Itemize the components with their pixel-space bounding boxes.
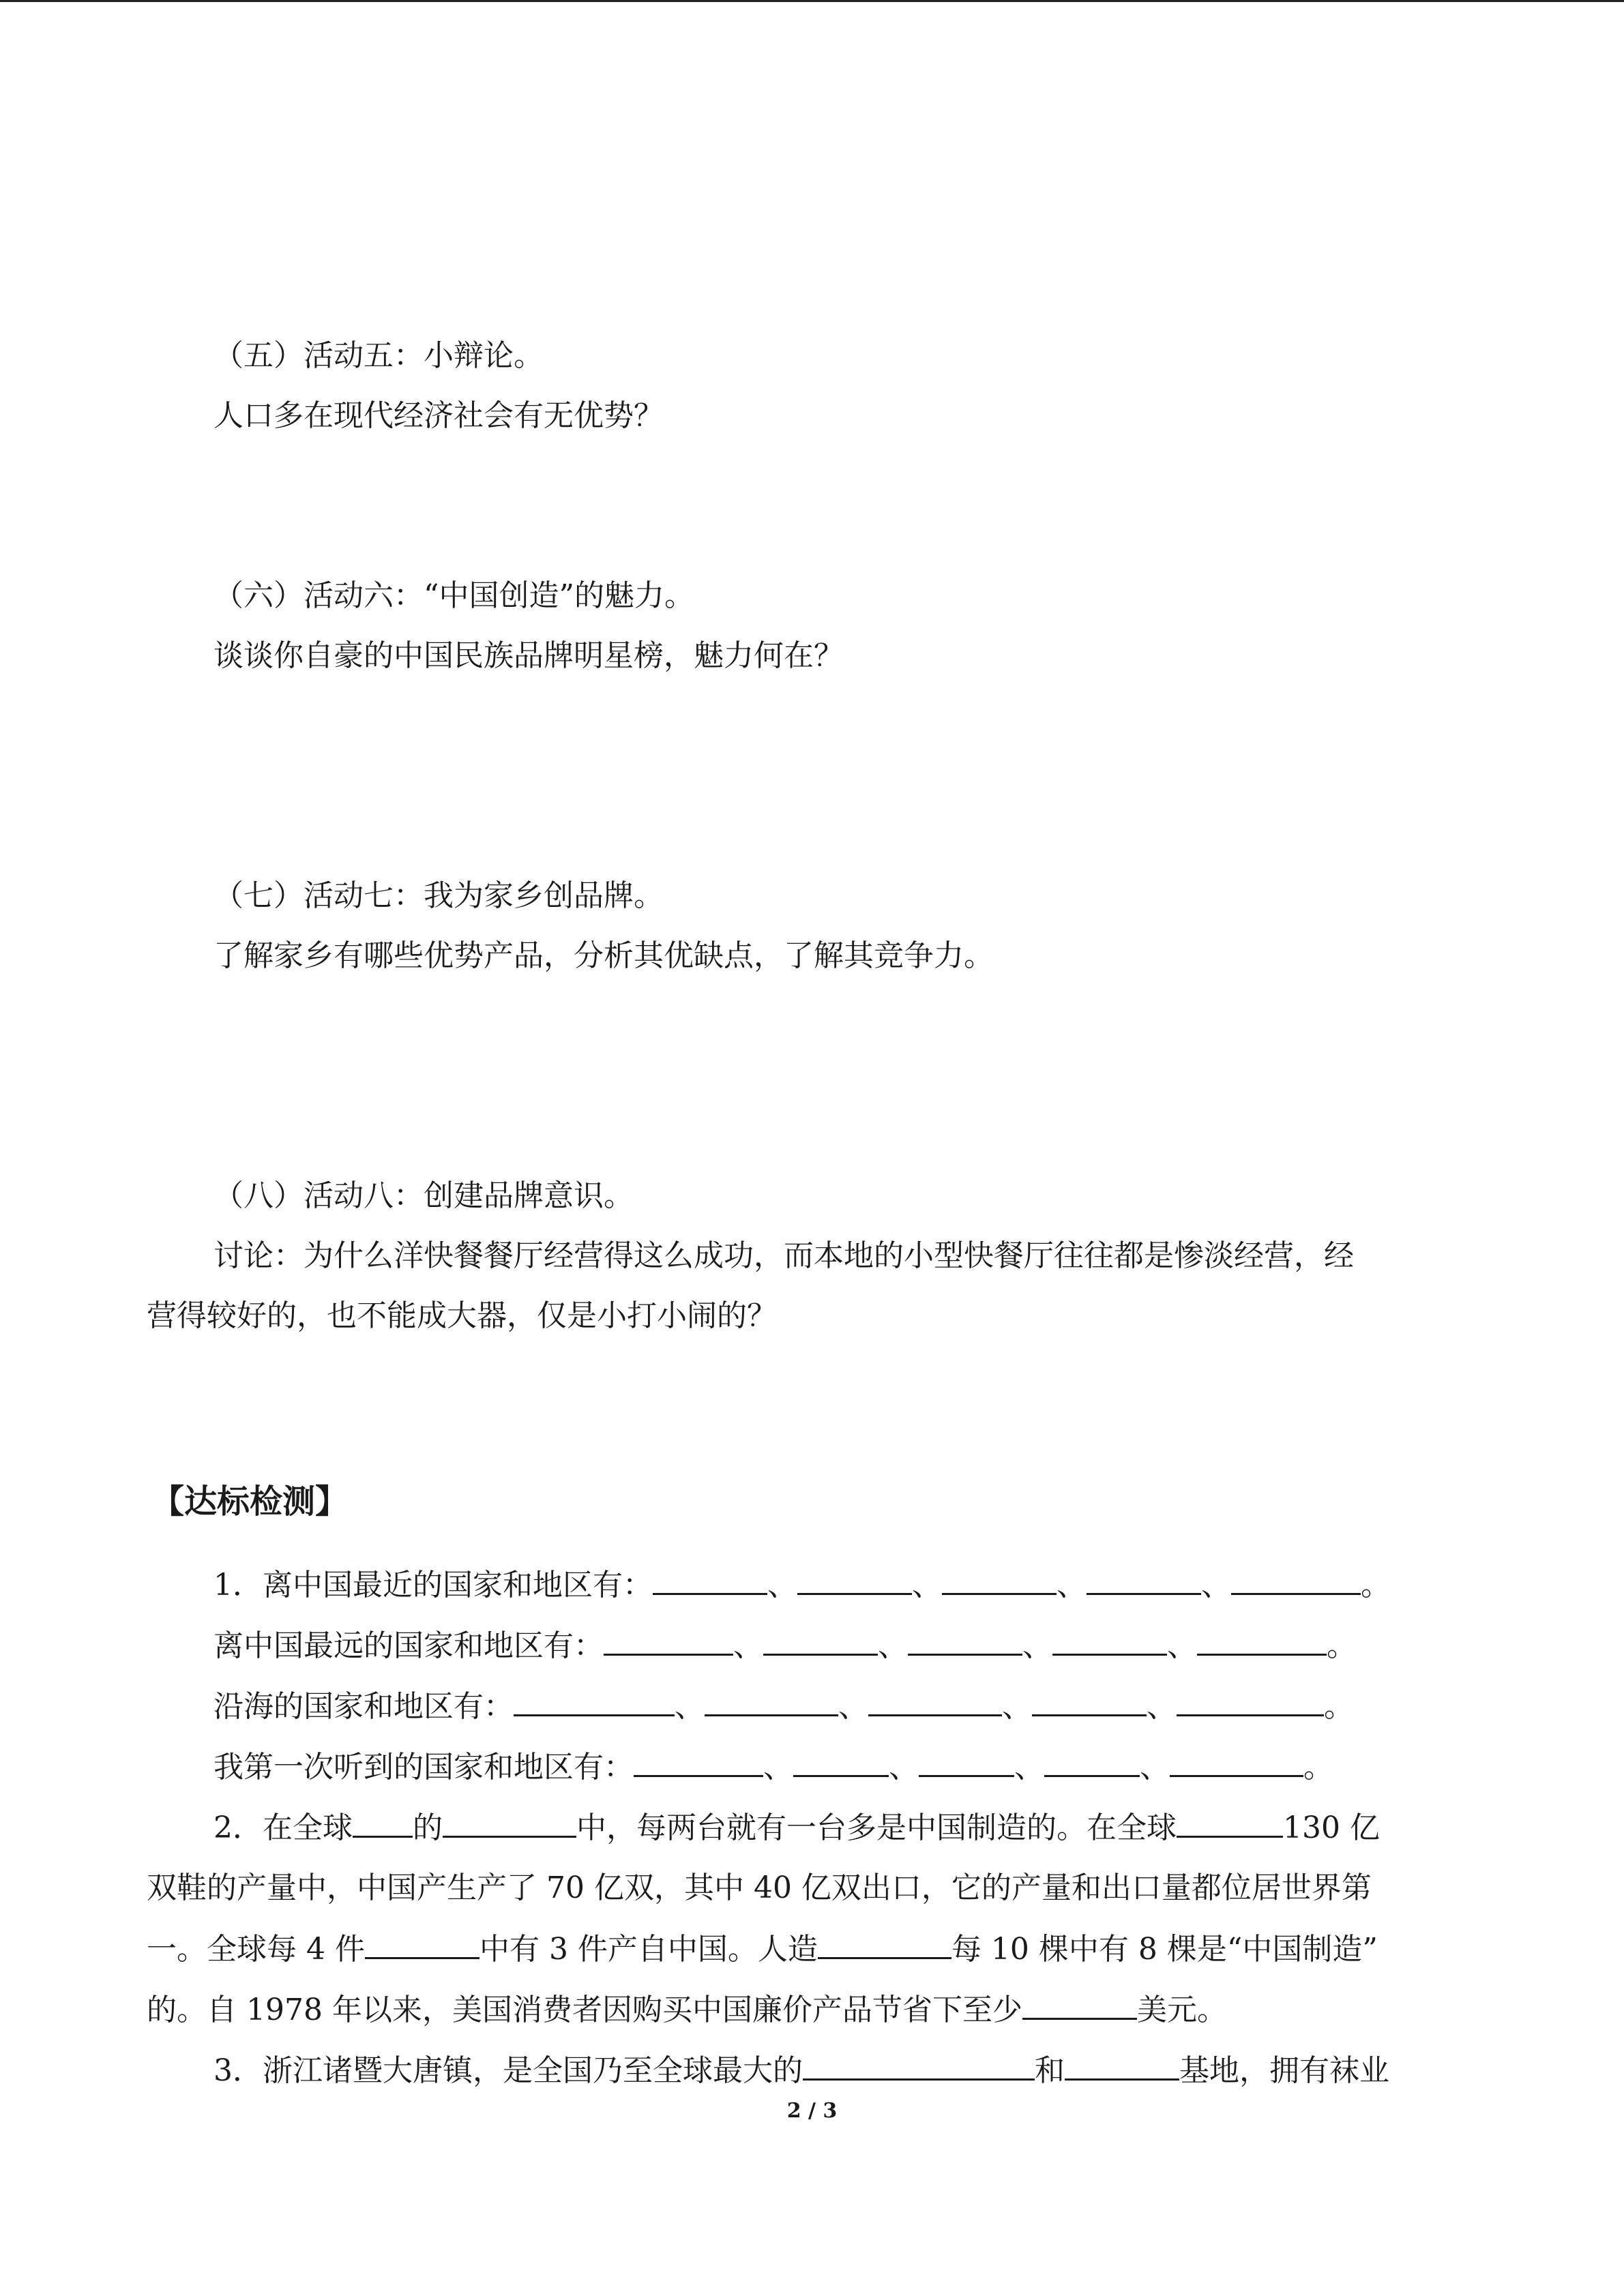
- separator: 、: [1002, 1689, 1032, 1724]
- q1-nearest-label: 1．离中国最近的国家和地区有：: [213, 1568, 653, 1602]
- activity-five-title: （五）活动五：小辩论。: [213, 338, 544, 373]
- answer-blank[interactable]: [818, 1930, 951, 1959]
- separator: 、: [1014, 1750, 1044, 1785]
- answer-blank[interactable]: [1052, 1626, 1167, 1656]
- separator: 、: [1057, 1568, 1087, 1602]
- answer-blank[interactable]: [1177, 1808, 1283, 1838]
- top-border: [0, 0, 1624, 2]
- q1-line-nearest: [213, 1566, 1391, 1605]
- q2-text: 一。全球每 4 件: [147, 1932, 365, 1967]
- q3-line1: [213, 2051, 1389, 2090]
- activity-eight-body-line2: 营得较好的，也不能成大器，仅是小打小闹的？: [147, 1298, 777, 1333]
- answer-blank[interactable]: [365, 1930, 479, 1959]
- q3-text: 和: [1035, 2053, 1065, 2088]
- activity-seven-title: （七）活动七：我为家乡创品牌。: [213, 878, 664, 913]
- answer-blank[interactable]: [1170, 1748, 1303, 1777]
- separator: 、: [763, 1750, 793, 1785]
- q2-text: 2．在全球: [213, 1810, 353, 1845]
- separator: 、: [889, 1750, 919, 1785]
- separator: 、: [1167, 1628, 1197, 1663]
- q1-farthest-label: 离中国最远的国家和地区有：: [213, 1628, 604, 1663]
- activity-seven-body: 了解家乡有哪些优势产品，分析其优缺点，了解其竞争力。: [213, 938, 994, 973]
- activity-eight-title: （八）活动八：创建品牌意识。: [213, 1178, 634, 1213]
- answer-blank[interactable]: [1032, 1687, 1147, 1716]
- activity-eight-body-line1: 讨论：为什么洋快餐餐厅经营得这么成功，而本地的小型快餐厅往往都是惨淡经营，经: [213, 1238, 1354, 1273]
- answer-blank[interactable]: [942, 1566, 1057, 1595]
- separator: 、: [838, 1689, 868, 1724]
- answer-blank[interactable]: [1197, 1626, 1327, 1656]
- q2-text: 130 亿: [1283, 1810, 1380, 1845]
- q2-text: 的。自 1978 年以来，美国消费者因购买中国廉价产品节省下至少: [147, 1993, 1022, 2027]
- page-number: 2 / 3: [786, 2099, 838, 2123]
- answer-blank[interactable]: [793, 1748, 889, 1777]
- activity-six-title: （六）活动六：“中国创造”的魅力。: [213, 578, 694, 613]
- answer-blank[interactable]: [1065, 2051, 1179, 2081]
- q1-line-farthest: [213, 1626, 1357, 1665]
- answer-blank[interactable]: [868, 1687, 1002, 1716]
- q2-line3: [147, 1930, 1378, 1969]
- q1-line-first-heard: [213, 1748, 1333, 1787]
- activity-five-body: 人口多在现代经济社会有无优势？: [213, 398, 664, 433]
- period: 。: [1324, 1689, 1354, 1724]
- q2-text: 美元。: [1136, 1993, 1227, 2027]
- q2-text: 中有 3 件产自中国。人造: [479, 1932, 818, 1967]
- answer-blank[interactable]: [1022, 1991, 1137, 2020]
- answer-blank[interactable]: [653, 1566, 767, 1595]
- answer-blank[interactable]: [1177, 1687, 1324, 1716]
- q2-line1: [213, 1808, 1380, 1847]
- q3-text: 3．浙江诸暨大唐镇，是全国乃至全球最大的: [213, 2053, 803, 2088]
- separator: 、: [1147, 1689, 1177, 1724]
- separator: 、: [675, 1689, 705, 1724]
- answer-blank[interactable]: [353, 1808, 413, 1838]
- answer-blank[interactable]: [1044, 1748, 1140, 1777]
- q2-text: 中，每两台就有一台多是中国制造的。在全球: [576, 1810, 1177, 1845]
- answer-blank[interactable]: [797, 1566, 912, 1595]
- separator: 、: [1201, 1568, 1231, 1602]
- period: 。: [1303, 1750, 1333, 1785]
- separator: 、: [1022, 1628, 1052, 1663]
- separator: 、: [1140, 1750, 1170, 1785]
- q1-line-coastal: [213, 1687, 1354, 1726]
- answer-blank[interactable]: [604, 1626, 733, 1656]
- section-heading: 【达标检测】: [151, 1482, 349, 1521]
- q1-first-heard-label: 我第一次听到的国家和地区有：: [213, 1750, 634, 1785]
- answer-blank[interactable]: [1231, 1566, 1361, 1595]
- separator: 、: [767, 1568, 797, 1602]
- answer-blank[interactable]: [919, 1748, 1014, 1777]
- separator: 、: [912, 1568, 942, 1602]
- period: 。: [1327, 1628, 1357, 1663]
- q2-text: 每 10 棵中有 8 棵是“中国制造”: [951, 1932, 1378, 1967]
- answer-blank[interactable]: [763, 1626, 878, 1656]
- q1-coastal-label: 沿海的国家和地区有：: [213, 1689, 514, 1724]
- answer-blank[interactable]: [514, 1687, 675, 1716]
- answer-blank[interactable]: [705, 1687, 838, 1716]
- q2-text: 的: [413, 1810, 443, 1845]
- answer-blank[interactable]: [908, 1626, 1022, 1656]
- activity-six-body: 谈谈你自豪的中国民族品牌明星榜，魅力何在？: [213, 638, 844, 673]
- period: 。: [1361, 1568, 1391, 1602]
- answer-blank[interactable]: [634, 1748, 763, 1777]
- answer-blank[interactable]: [1087, 1566, 1201, 1595]
- q2-line4: [147, 1991, 1227, 2029]
- separator: 、: [878, 1628, 908, 1663]
- answer-blank[interactable]: [443, 1808, 576, 1838]
- q3-text: 基地，拥有袜业: [1179, 2053, 1389, 2088]
- answer-blank[interactable]: [803, 2051, 1035, 2081]
- q2-line2: 双鞋的产量中，中国产生产了 70 亿双，其中 40 亿双出口，它的产量和出口量都位居世界第: [147, 1870, 1372, 1905]
- separator: 、: [733, 1628, 763, 1663]
